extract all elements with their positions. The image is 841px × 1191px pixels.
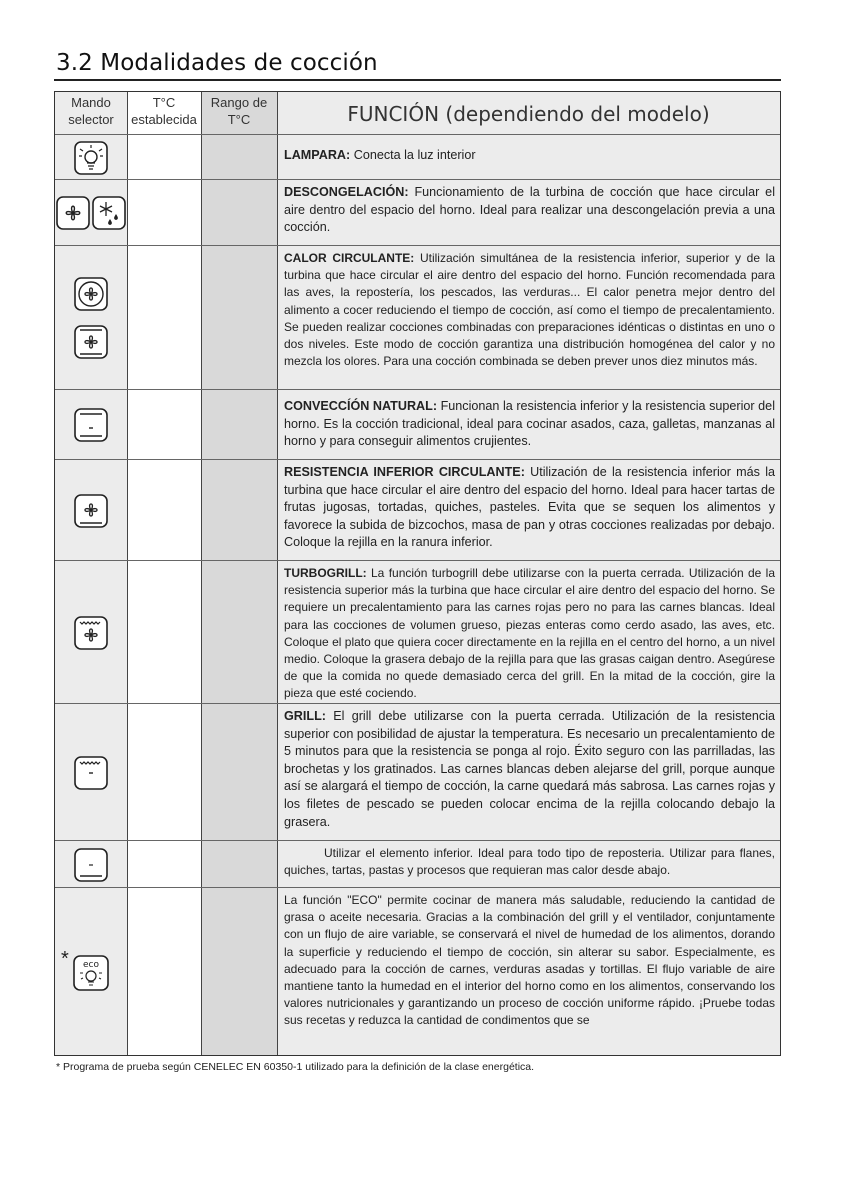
row-term: RESISTENCIA INFERIOR CIRCULANTE: (284, 465, 525, 479)
row-description (284, 250, 775, 370)
title-rule (54, 79, 781, 81)
row-text: Conecta la luz interior (350, 148, 476, 162)
table-row (55, 887, 780, 1058)
header-function: FUNCIÓN (dependiendo del modelo) (347, 102, 710, 126)
fan-icon (56, 196, 90, 230)
row-text: El grill debe utilizarse con la puerta cerrada. Utilización de la resistencia superior con posibilidad de ajustar la temperatura. Es necesario un precalentamiento de 5 minutos para que la resistencia se ponga al rojo. Éxito seguro con las parrilladas, las brochetas y los gratinados. Las carnes blancas deben alejarse del grill, porque aunque así se alargará el tiempo de cocción, la carne quedará más sabrosa. Las carnes rojas y los filetes de pescado se pueden colocar encima de la rejilla colocando debajo la grasera. (284, 709, 775, 829)
row-description (284, 892, 775, 1052)
table-row (55, 245, 780, 390)
row-description (284, 565, 775, 703)
row-term: LAMPARA: (284, 148, 351, 162)
turbogrill-icon (74, 616, 108, 650)
fan-element-icon (74, 325, 108, 359)
section-title: 3.2 Modalidades de cocción (56, 50, 378, 76)
row-text: Utilización simultánea de la resistencia inferior, superior y de la turbina que hace circular el aire dentro del espacio del horno. Función recomendada para las aves, la repostería, los pescados, las verduras... El calor penetra mejor dentro del alimento a cocer reduciendo el tiempo de cocción, así como el tiempo de precalentamiento. Se pueden realizar cocciones combinadas con preparaciones idénticas o distintas en uno o dos niveles. Este modo de cocción garantiza una distribución homogénea del calor y no mezcla los olores. Para una cocción combinada se deben prever unos diez minutos más. (284, 251, 775, 369)
top-bottom-heat-icon (74, 408, 108, 442)
row-term: CONVECCÍÓN NATURAL: (284, 399, 438, 413)
selector-cell (55, 841, 127, 888)
header-set-temp: T°C establecida (131, 95, 197, 127)
row-term: GRILL: (284, 709, 326, 723)
bottom-heat-icon (74, 848, 108, 882)
lamp-icon (74, 141, 108, 175)
footnote: * Programa de prueba según CENELEC EN 60350-1 utilizado para la definición de la clase energética. (56, 1061, 535, 1073)
selector-cell (55, 246, 127, 390)
row-term: DESCONGELACIÓN: (284, 185, 409, 199)
bottom-fan-icon (74, 494, 108, 528)
selector-cell (55, 561, 127, 704)
table-row (55, 560, 780, 704)
row-description (284, 708, 775, 831)
eco-icon-label: eco (83, 960, 99, 970)
table-row (55, 389, 780, 460)
cooking-modes-table (54, 91, 781, 1056)
row-text: La función "ECO" permite cocinar de manera más saludable, reduciendo la cantidad de grasa o aceite necesaria. Gracias a la combinación del grill y el ventilador, conjuntamente con un flujo de aire variable, se conservará el nivel de humedad de los alimentos, dorando la superficie y reduciendo el tiempo de cocción, sin alterar su sabor. Especialmente, es adecuado para la cocción de carnes, verduras asadas y tortillas. El flujo variable de aire mantiene tanto la humedad en el interior del horno como en los alimentos, conservando los valores nutricionales y garantizando un proceso de cocción uniforme rápido. ¡Pruebe todas sus recetas y reduzca la cantidad de condimentos que se (284, 893, 775, 1028)
row-text: Utilización de la resistencia inferior más la turbina que hace circular el aire dentro del espacio del horno. Ideal para hacer tartas de frutas jugosas, tortadas, quiches, pasteles. Evita que se sequen los alimentos y favorece la subida de bizcochos, masa de pan y otras cocciones realizadas por debajo. Coloque la rejilla en la ranura inferior. (284, 465, 775, 550)
table-row (55, 703, 780, 841)
row-description (284, 464, 775, 552)
row-text: La función turbogrill debe utilizarse con la puerta cerrada. Utilización de la resistencia superior más la turbina que hace circular el aire dentro del espacio del horno. Se requiere un precalentamiento para las carnes rojas pero no para las carnes blancas. Ideal para las cocciones de volumen grueso, piezas enteras como cerdo asado, las aves, etc. Coloque el plato que quiera cocer directamente en la rejilla en el centro del horno, a un nivel medio. Coloque la grasera debajo de la rejilla para que las grasas caigan dentro. Asegúrese de que la comida no quede demasiado cerca del grill. En la mitad de la cocción, gire la pieza que esté cociendo. (284, 566, 775, 701)
defrost-icon (92, 196, 126, 230)
selector-cell (55, 460, 127, 561)
eco-icon (73, 955, 109, 991)
row-text: Funcionan la resistencia inferior y la resistencia superior del horno. Es la cocción tradicional, ideal para cocinar asados, caza, galletas, manzanas al horno y para conseguir alimentos crujientes. (284, 399, 775, 449)
table-row (55, 459, 780, 561)
table-row (55, 134, 780, 180)
row-text: Funcionamiento de la turbina de cocción que hace circular el aire dentro del espacio del horno. Ideal para realizar una descongelación previa a una cocción. (284, 185, 775, 235)
row-description (284, 184, 775, 237)
row-term: CALOR CIRCULANTE: (284, 251, 415, 265)
selector-cell (55, 390, 127, 460)
row-term: TURBOGRILL: (284, 566, 367, 580)
row-description (284, 147, 775, 165)
row-description (284, 845, 775, 879)
table-row (55, 840, 780, 888)
selector-cell (55, 180, 127, 246)
row-text: Utilizar el elemento inferior. Ideal para todo tipo de reposteria. Utilizar para flanes, quiches, tartas, pastas y procesos que requieran mas calor desde abajo. (284, 846, 775, 877)
selector-cell (55, 888, 127, 1058)
eco-footnote-marker: * (61, 948, 69, 970)
table-header (55, 92, 780, 134)
row-description (284, 398, 775, 451)
circular-fan-icon (74, 277, 108, 311)
grill-icon (74, 756, 108, 790)
selector-cell (55, 704, 127, 841)
table-row (55, 179, 780, 246)
selector-cell (55, 135, 127, 180)
header-selector: Mando selector (68, 95, 114, 127)
header-temp-range: Rango de T°C (210, 95, 268, 127)
